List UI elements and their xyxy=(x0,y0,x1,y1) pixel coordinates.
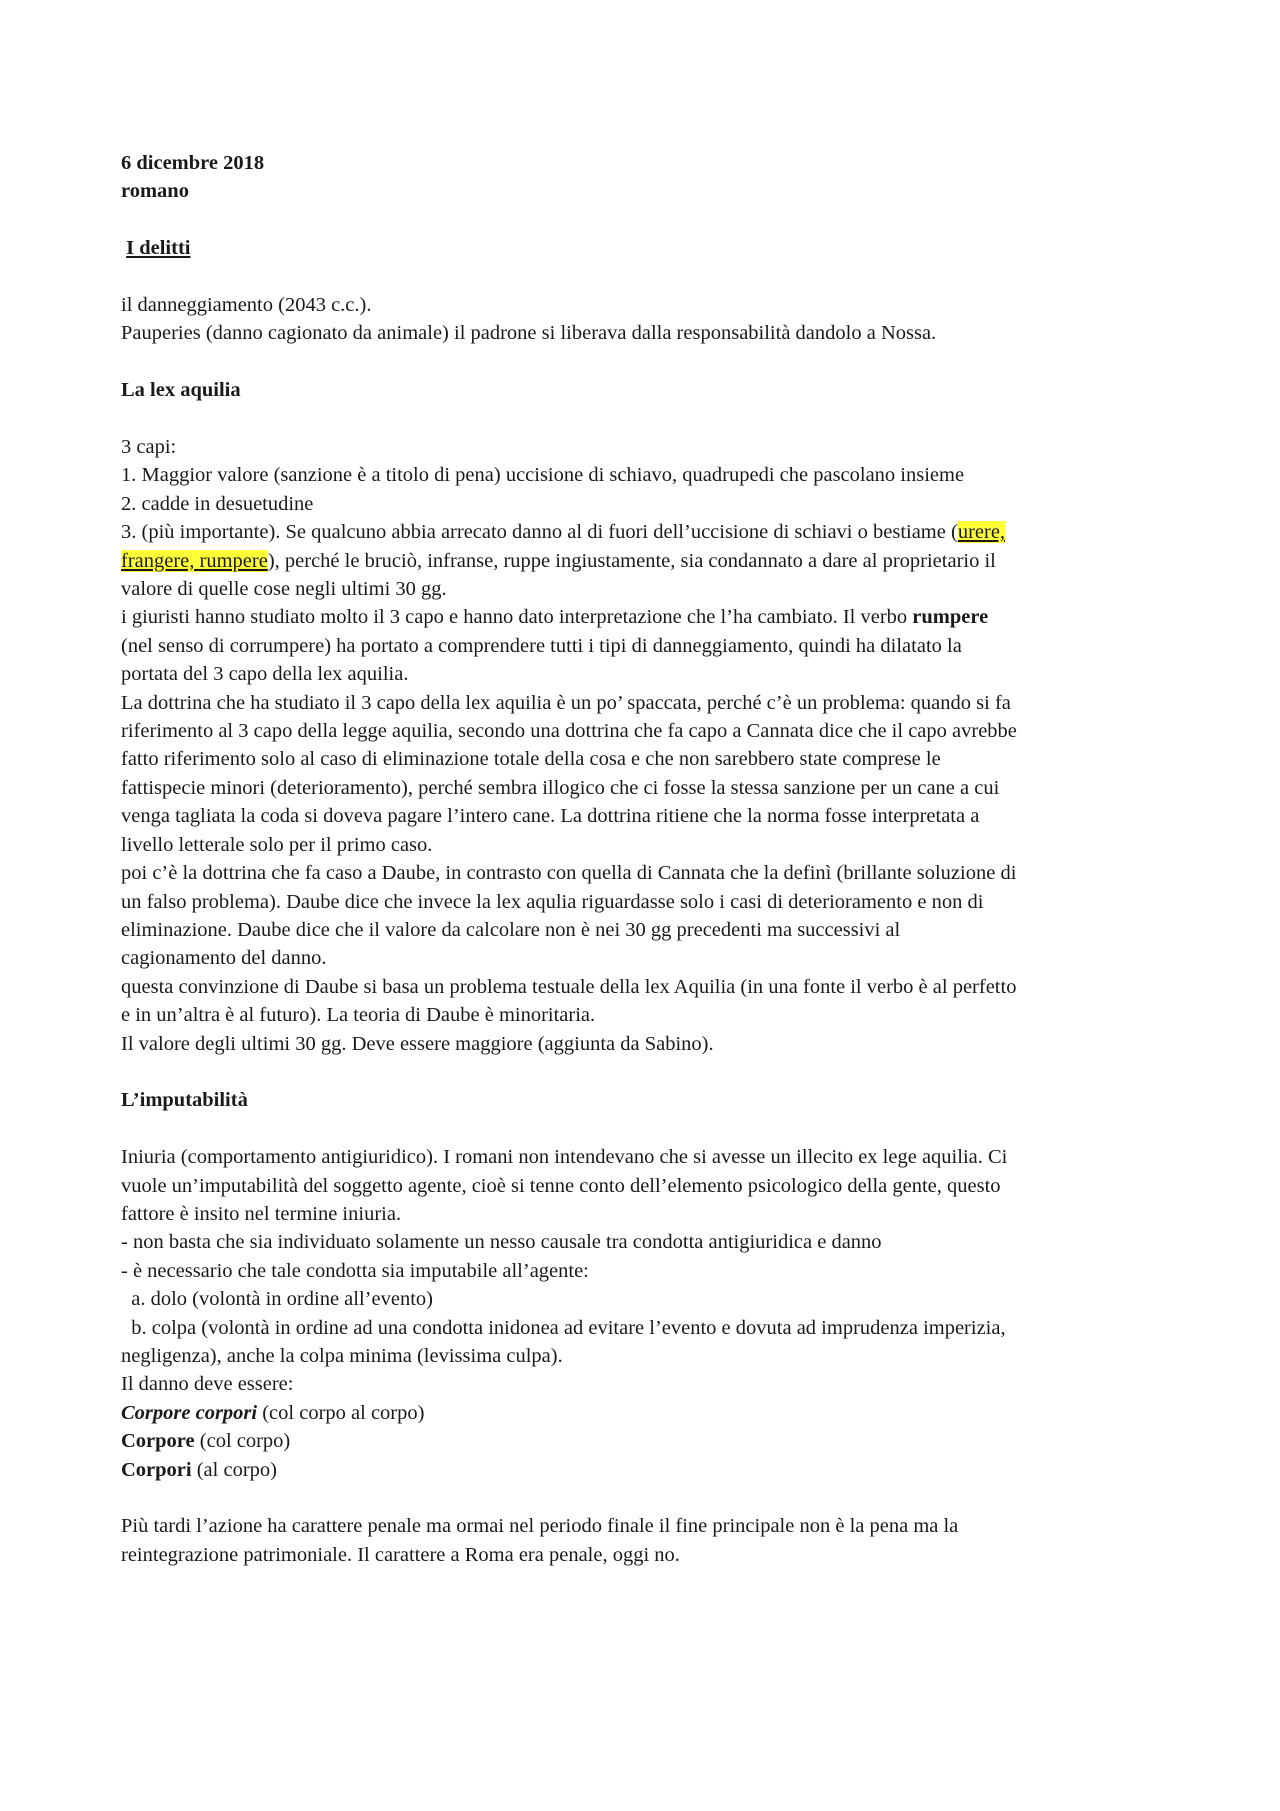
corpori-desc: (al corpo) xyxy=(191,1458,277,1481)
paragraph-line: Pauperies (danno cagionato da animale) il padrone si liberava dalla responsabilità dandolo a Nossa. xyxy=(121,322,937,345)
dottrina-line: questa convinzione di Daube si basa un problema testuale della lex Aquilia (in una fonte il verbo è al perfetto xyxy=(121,975,1017,998)
highlighted-verbs-2: frangere, rumpere xyxy=(121,549,268,572)
imputabilita-line: - non basta che sia individuato solamente un nesso causale tra condotta antigiuridica e danno xyxy=(121,1231,882,1254)
spacer xyxy=(121,1484,1171,1512)
dottrina-line: Il valore degli ultimi 30 gg. Deve essere maggiore (aggiunta da Sabino). xyxy=(121,1032,714,1055)
spacer xyxy=(121,263,1171,291)
imputabilita-line: vuole un’imputabilità del soggetto agente, cioè si tenne conto dell’elemento psicologico della gente, questo xyxy=(121,1174,1001,1197)
capo-1: 1. Maggior valore (sanzione è a titolo di pena) uccisione di schiavo, quadrupedi che pascolano insieme xyxy=(121,464,965,487)
corpori-line xyxy=(121,1456,1171,1484)
imputabilita-line: negligenza), anche la colpa minima (levissima culpa). xyxy=(121,1344,563,1367)
imputabilita-line: - è necessario che tale condotta sia imputabile all’agente: xyxy=(121,1259,589,1282)
corpore-term: Corpore xyxy=(121,1430,195,1453)
dottrina-line: e in un’altra è al futuro). La teoria di Daube è minoritaria. xyxy=(121,1004,596,1027)
corpori-term: Corpori xyxy=(121,1458,192,1481)
capo-2: 2. cadde in desuetudine xyxy=(121,492,314,515)
imputabilita-line: b. colpa (volontà in ordine ad una condotta inidonea ad evitare l’evento e dovuta ad imprudenza imperizia, xyxy=(121,1316,1006,1339)
dottrina-line: fattispecie minori (deterioramento), perché sembra illogico che ci fosse la stessa sanzione per un cane a cui xyxy=(121,776,1000,799)
spacer xyxy=(121,1058,1171,1086)
dottrina-line: poi c’è la dottrina che fa caso a Daube, in contrasto con quella di Cannata che la definì (brillante soluzione di xyxy=(121,862,1017,885)
dottrina-line: fatto riferimento solo al caso di eliminazione totale della cosa e che non sarebbero state comprese le xyxy=(121,748,941,771)
dottrina-line: La dottrina che ha studiato il 3 capo della lex aquilia è un po’ spaccata, perché c’è un problema: quando si fa xyxy=(121,691,1011,714)
dottrina-line: eliminazione. Daube dice che il valore da calcolare non è nei 30 gg precedenti ma successivi al xyxy=(121,918,901,941)
corpore-corpori-line xyxy=(121,1399,1171,1427)
section-title-lex-aquilia: La lex aquilia xyxy=(121,379,241,402)
imputabilita-line: Iniuria (comportamento antigiuridico). I romani non intendevano che si avesse un illecito ex lege aquilia. Ci xyxy=(121,1146,1008,1169)
capo-3-line-1 xyxy=(121,518,1171,546)
spacer xyxy=(121,206,1171,234)
closing-line: Più tardi l’azione ha carattere penale ma ormai nel periodo finale il fine principale non è la pena ma la xyxy=(121,1515,959,1538)
spacer xyxy=(121,348,1171,376)
capo-3-text: 3. (più importante). Se qualcuno abbia arrecato danno al di fuori dell’uccisione di schiavi o bestiame ( xyxy=(121,521,958,544)
giuristi-line-3: portata del 3 capo della lex aquilia. xyxy=(121,663,409,686)
dottrina-line: cagionamento del danno. xyxy=(121,947,327,970)
document-page xyxy=(121,149,1171,1569)
section-title-delitti: I delitti xyxy=(126,237,191,260)
giuristi-line-1 xyxy=(121,603,1171,631)
closing-line: reintegrazione patrimoniale. Il carattere a Roma era penale, oggi no. xyxy=(121,1543,680,1566)
capo-3-line-2 xyxy=(121,547,1171,575)
corpore-line xyxy=(121,1427,1171,1455)
dottrina-line: riferimento al 3 capo della legge aquilia, secondo una dottrina che fa capo a Cannata dice che il capo avrebbe xyxy=(121,720,1017,743)
section-title-imputabilita: L’imputabilità xyxy=(121,1089,248,1112)
corpore-desc: (col corpo) xyxy=(194,1430,291,1453)
spacer xyxy=(121,405,1171,433)
capi-intro: 3 capi: xyxy=(121,436,177,458)
spacer xyxy=(121,1115,1171,1143)
capo-3-line-3: valore di quelle cose negli ultimi 30 gg. xyxy=(121,578,447,601)
corpore-corpori-term: Corpore corpori xyxy=(121,1401,258,1424)
rumpere-term: rumpere xyxy=(912,606,989,629)
giuristi-line-2: (nel senso di corrumpere) ha portato a comprendere tutti i tipi di danneggiamento, quindi ha dilatato la xyxy=(121,634,962,657)
document-date: 6 dicembre 2018 xyxy=(121,152,265,174)
highlighted-verbs-1: urere, xyxy=(957,521,1006,544)
dottrina-line: livello letterale solo per il primo caso. xyxy=(121,833,433,856)
dottrina-line: un falso problema). Daube dice che invece la lex aqulia riguardasse solo i casi di deterioramento e non di xyxy=(121,890,984,913)
capo-3-text: ), perché le bruciò, infranse, ruppe ingiustamente, sia condannato a dare al proprietario il xyxy=(267,549,996,572)
document-subject: romano xyxy=(121,180,189,203)
section-title-delitti-line xyxy=(121,234,1171,262)
giuristi-text: i giuristi hanno studiato molto il 3 capo e hanno dato interpretazione che l’ha cambiato. Il verbo xyxy=(121,606,913,629)
imputabilita-line: Il danno deve essere: xyxy=(121,1373,294,1396)
imputabilita-line: a. dolo (volontà in ordine all’evento) xyxy=(121,1288,433,1311)
paragraph-line: il danneggiamento (2043 c.c.). xyxy=(121,294,372,316)
dottrina-line: venga tagliata la coda si doveva pagare l’intero cane. La dottrina ritiene che la norma fosse interpretata a xyxy=(121,805,980,828)
imputabilita-line: fattore è insito nel termine iniuria. xyxy=(121,1202,402,1225)
corpore-corpori-desc: (col corpo al corpo) xyxy=(257,1401,425,1424)
